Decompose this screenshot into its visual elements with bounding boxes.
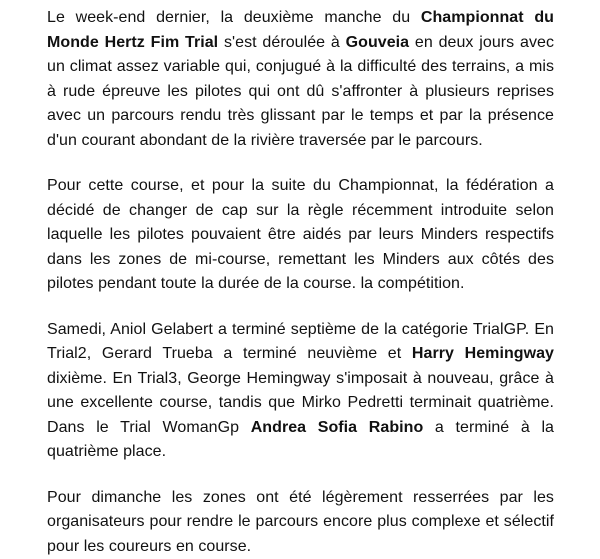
paragraph-intro [47, 6, 554, 153]
paragraph-sunday [47, 486, 554, 559]
text-segment: Le week-end dernier, la deuxième manche du [47, 9, 421, 26]
text-segment: dixième. En Trial3, George Hemingway s'imposait à nouveau, grâce à une excellente course, tandis que Mirko Pedretti terminait quatrième. Dans le Trial WomanGp [47, 370, 554, 436]
text-segment: Pour cette course, et pour la suite du Championnat, la fédération a décidé de changer de cap sur la règle récemment introduite selon laquelle les pilotes pouvaient être aidés par leurs Minders respectifs dans les zones de mi-course, remettant les Minders aux côtés des pilotes pendant toute la durée de la course. la compétition. [47, 177, 554, 292]
text-segment: Samedi, Aniol Gelabert a terminé septième de la catégorie TrialGP. En Trial2, Gerard Trueba a terminé neuvième et [47, 321, 554, 363]
bold-rider-name: Andrea Sofia Rabino [251, 419, 424, 436]
paragraph-saturday-results [47, 318, 554, 465]
bold-championship-name: Championnat du Monde Hertz Fim Trial [47, 9, 554, 51]
text-segment: Pour dimanche les zones ont été légèrement resserrées par les organisateurs pour rendre le parcours encore plus complexe et sélectif pour les coureurs en course. [47, 489, 554, 555]
text-segment: s'est déroulée à [218, 34, 345, 51]
text-segment: en deux jours avec un climat assez variable qui, conjugué à la difficulté des terrains, a mis à rude épreuve les pilotes qui ont dû s'affronter à plusieurs reprises avec un parcours rendu très glissant par le temps et par la présence d'un courant abondant de la rivière traversée par le parcours. [47, 34, 554, 149]
paragraph-rules [47, 174, 554, 297]
text-segment: a terminé à la quatrième place. [47, 419, 554, 461]
bold-location-name: Gouveia [346, 34, 409, 51]
bold-rider-name: Harry Hemingway [412, 345, 554, 362]
